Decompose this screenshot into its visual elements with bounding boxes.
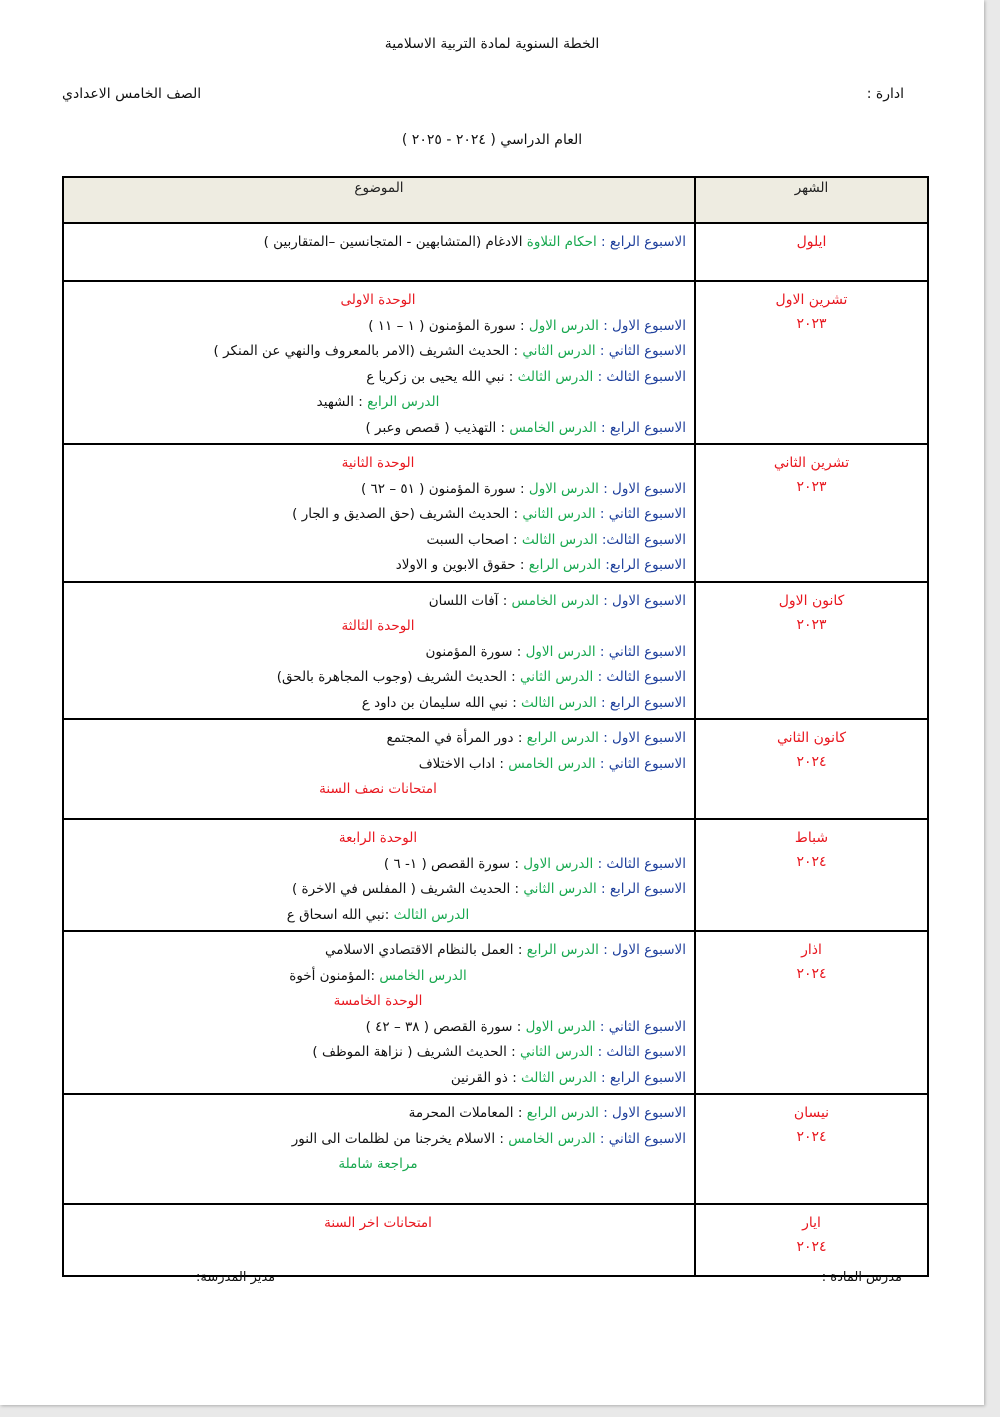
week-label: الاسبوع الاول : — [598, 942, 686, 958]
month-cell — [695, 1204, 928, 1276]
month-name: نيسان — [793, 1105, 830, 1121]
lesson-text: : سورة المؤمنون ( ٥١ – ٦٢ ) — [360, 480, 529, 497]
lesson-label: الدرس الرابع — [526, 1105, 599, 1121]
lesson-label: الدرس الخامس — [508, 755, 596, 772]
topic-line — [70, 1040, 686, 1066]
topic-lines — [64, 1095, 694, 1180]
lesson-label: الدرس الثاني — [522, 506, 596, 522]
unit-heading: الوحدة الخامسة — [333, 993, 423, 1009]
lesson-text: : سورة القصص ( ١- ٦ ) — [383, 855, 524, 872]
administration-label: ادارة : — [866, 86, 904, 102]
month-cell — [695, 819, 928, 931]
lesson-text: الادغام (المتشابهين - المتجانسين –المتقاربين ) — [263, 234, 523, 250]
table-row — [63, 281, 928, 444]
month-name: كانون الاول — [778, 592, 845, 609]
month-cell — [695, 223, 928, 281]
unit-heading: الوحدة الاولى — [340, 292, 416, 308]
topic-line — [70, 640, 686, 666]
month-cell — [695, 931, 928, 1094]
lesson-label: احكام التلاوة — [522, 234, 597, 250]
lesson-label: الدرس الرابع — [367, 394, 440, 410]
topic-cell — [63, 223, 695, 281]
lesson-text: :نبي الله اسحاق ع — [286, 906, 394, 923]
topic-line — [70, 691, 686, 717]
month-year: ٢٠٢٣ — [796, 479, 827, 495]
week-label: الاسبوع الثالث : — [593, 1044, 686, 1060]
table-header-row — [63, 177, 928, 223]
table-row — [63, 582, 928, 720]
lesson-text: : المعاملات المحرمة — [408, 1105, 527, 1121]
topic-line — [70, 477, 686, 503]
week-label: الاسبوع الرابع : — [596, 419, 686, 436]
lesson-text: : الحديث الشريف ( المفلس في الاخرة ) — [292, 881, 524, 897]
week-label: الاسبوع الثالث : — [593, 855, 686, 872]
topic-line — [70, 852, 686, 878]
lesson-text: : الحديث الشريف ( نزاهة الموظف ) — [312, 1044, 520, 1060]
topic-line — [70, 1211, 686, 1237]
lesson-text: :المؤمنون أخوة — [289, 967, 380, 984]
page-title: الخطة السنوية لمادة التربية الاسلامية — [384, 36, 600, 52]
topic-line — [70, 877, 686, 903]
month-label — [696, 224, 927, 254]
topic-line — [70, 288, 686, 314]
month-name: ايار — [802, 1215, 821, 1231]
month-year: ٢٠٢٤ — [796, 1239, 827, 1255]
week-label: الاسبوع الاول : — [598, 730, 686, 746]
topic-column-header: الموضوع — [63, 177, 695, 223]
week-label: الاسبوع الرابع : — [596, 881, 686, 897]
lesson-text: : دور المرأة في المجتمع — [386, 730, 527, 746]
topic-line — [70, 1015, 686, 1041]
topic-line — [70, 614, 686, 640]
table-row — [63, 444, 928, 582]
month-label — [696, 583, 927, 637]
lesson-label: الدرس الاول — [525, 643, 596, 660]
topic-line — [70, 339, 686, 365]
annual-plan-table — [62, 176, 929, 1277]
week-label: الاسبوع الثاني : — [595, 343, 686, 359]
table-row — [63, 1094, 928, 1204]
topic-cell — [63, 281, 695, 444]
month-year: ٢٠٢٤ — [796, 854, 827, 870]
month-cell — [695, 719, 928, 819]
topic-line — [70, 365, 686, 391]
lesson-label: الدرس الرابع — [528, 557, 601, 573]
topic-line — [70, 553, 686, 579]
month-label — [696, 445, 927, 499]
week-label: الاسبوع الثالث : — [593, 669, 686, 685]
month-label — [696, 282, 927, 336]
table-row — [63, 719, 928, 819]
lesson-label: الدرس الاول — [525, 1018, 596, 1035]
week-label: الاسبوع الثاني : — [595, 1130, 686, 1147]
week-label: الاسبوع الثالث: — [597, 531, 686, 548]
topic-line — [70, 589, 686, 615]
month-name: تشرين الاول — [775, 292, 848, 308]
lesson-label: الدرس الرابع — [526, 942, 599, 958]
topic-cell — [63, 1094, 695, 1204]
week-label: الاسبوع الرابع : — [596, 1069, 686, 1086]
table-row — [63, 819, 928, 931]
lesson-text: : حقوق الابوين و الاولاد — [395, 557, 529, 573]
topic-lines — [64, 820, 694, 930]
lesson-label: الدرس الثالث — [393, 906, 470, 923]
lesson-label: الدرس الاول — [528, 317, 599, 334]
lesson-text: : الحديث الشريف (وجوب المجاهرة بالحق) — [276, 669, 520, 685]
topic-line — [70, 314, 686, 340]
lesson-text: : نبي الله يحيى بن زكريا ع — [366, 368, 518, 385]
topic-line — [70, 502, 686, 528]
academic-year: العام الدراسي ( ٢٠٢٤ - ٢٠٢٥ ) — [401, 132, 583, 148]
lesson-label: الدرس الخامس — [509, 419, 597, 436]
topic-line — [70, 1127, 686, 1153]
lesson-text: : سورة المؤمنون ( ١ – ١١ ) — [368, 317, 529, 334]
month-year: ٢٠٢٣ — [796, 316, 827, 332]
unit-heading: الوحدة الثالثة — [341, 618, 415, 634]
month-name: ايلول — [796, 234, 827, 250]
month-label — [696, 932, 927, 986]
topic-line — [70, 528, 686, 554]
week-label: الاسبوع الثالث : — [593, 368, 686, 385]
lesson-text: : سورة المؤمنون — [425, 643, 526, 660]
week-label: الاسبوع الثاني : — [595, 1018, 686, 1035]
month-name: تشرين الثاني — [773, 455, 850, 471]
month-name: كانون الثاني — [776, 730, 846, 746]
topic-line — [70, 416, 686, 442]
week-label: الاسبوع الرابع : — [596, 234, 686, 250]
lesson-label: الدرس الثالث — [521, 531, 598, 548]
table-row — [63, 223, 928, 281]
topic-lines — [64, 583, 694, 719]
unit-heading: الوحدة الرابعة — [338, 830, 418, 846]
table-body — [63, 223, 928, 1276]
month-name: شباط — [794, 830, 829, 846]
lesson-text: : سورة القصص ( ٣٨ – ٤٢ ) — [365, 1018, 526, 1035]
lesson-label: الدرس الرابع — [526, 730, 599, 746]
topic-lines — [64, 445, 694, 581]
week-label: الاسبوع الرابع : — [596, 694, 686, 711]
grade-label: الصف الخامس الاعدادي — [62, 86, 202, 102]
topic-line — [70, 752, 686, 778]
topic-cell — [63, 582, 695, 720]
unit-heading: امتحانات نصف السنة — [319, 781, 437, 797]
lesson-text: : الحديث الشريف (حق الصديق و الجار ) — [292, 506, 523, 522]
lesson-label: الدرس الخامس — [379, 967, 467, 984]
month-cell — [695, 444, 928, 582]
week-label: الاسبوع الرابع: — [600, 557, 686, 573]
month-name: اذار — [801, 942, 822, 958]
table-row — [63, 931, 928, 1094]
lesson-label: الدرس الثاني — [523, 881, 597, 897]
topic-lines — [64, 282, 694, 443]
lesson-text: : الاسلام يخرجنا من لظلمات الى النور — [291, 1130, 509, 1147]
topic-line — [70, 964, 686, 990]
topic-lines — [64, 224, 694, 258]
topic-line — [70, 777, 686, 803]
topic-cell — [63, 444, 695, 582]
lesson-label: الدرس الثاني — [519, 669, 594, 685]
topic-line — [70, 903, 686, 929]
topic-lines — [64, 720, 694, 805]
topic-line — [70, 1066, 686, 1092]
month-year: ٢٠٢٣ — [796, 616, 827, 633]
week-label: الاسبوع الاول : — [598, 480, 686, 497]
lesson-label: الدرس الخامس — [511, 592, 599, 609]
topic-line — [70, 826, 686, 852]
unit-heading: امتحانات اخر السنة — [324, 1215, 432, 1231]
topic-line — [70, 390, 686, 416]
lesson-label: الدرس الثالث — [517, 368, 594, 385]
topic-line — [70, 451, 686, 477]
topic-line — [70, 989, 686, 1015]
lesson-text: : نبي الله سليمان بن داود ع — [361, 694, 522, 711]
week-label: الاسبوع الثاني : — [595, 755, 686, 772]
lesson-label: الدرس الاول — [528, 480, 599, 497]
lesson-label: مراجعة شاملة — [338, 1156, 418, 1172]
lesson-text: : التهذيب ( قصص وعبر ) — [365, 419, 510, 436]
week-label: الاسبوع الاول : — [598, 592, 686, 609]
lesson-label: الدرس الخامس — [508, 1130, 596, 1147]
topic-line — [70, 230, 686, 256]
lesson-text: : اصحاب السبت — [426, 531, 522, 548]
school-principal-signature: مدير المدرسة: — [196, 1270, 276, 1285]
month-column-header: الشهر — [695, 177, 928, 223]
week-label: الاسبوع الثاني : — [595, 506, 686, 522]
lesson-text: : الحديث الشريف (الامر بالمعروف والنهي عن المنكر ) — [213, 343, 523, 359]
topic-cell — [63, 719, 695, 819]
lesson-label: الدرس الثالث — [521, 1069, 597, 1086]
month-cell — [695, 1094, 928, 1204]
month-label — [696, 820, 927, 874]
table-row — [63, 1204, 928, 1276]
topic-lines — [64, 932, 694, 1093]
lesson-text: : الشهيد — [316, 394, 368, 410]
week-label: الاسبوع الثاني : — [595, 643, 686, 660]
topic-line — [70, 938, 686, 964]
lesson-label: الدرس الثالث — [521, 694, 597, 711]
lesson-text: : اداب الاختلاف — [418, 755, 509, 772]
topic-line — [70, 1101, 686, 1127]
month-year: ٢٠٢٤ — [796, 1129, 827, 1145]
topic-cell — [63, 931, 695, 1094]
month-label — [696, 1205, 927, 1259]
topic-lines — [64, 1205, 694, 1239]
month-label — [696, 720, 927, 774]
month-cell — [695, 582, 928, 720]
month-cell — [695, 281, 928, 444]
lesson-text: : آفات اللسان — [428, 592, 512, 609]
topic-line — [70, 665, 686, 691]
topic-line — [70, 1152, 686, 1178]
month-label — [696, 1095, 927, 1149]
topic-line — [70, 726, 686, 752]
subject-teacher-signature: مدرس المادة : — [821, 1270, 902, 1285]
week-label: الاسبوع الاول : — [598, 1105, 686, 1121]
week-label: الاسبوع الاول : — [598, 317, 686, 334]
topic-cell — [63, 1204, 695, 1276]
lesson-label: الدرس الثاني — [519, 1044, 594, 1060]
month-year: ٢٠٢٤ — [796, 966, 827, 982]
lesson-text: : ذو القرنين — [450, 1069, 522, 1086]
lesson-label: الدرس الاول — [523, 855, 594, 872]
month-year: ٢٠٢٤ — [796, 754, 827, 770]
lesson-text: : العمل بالنظام الاقتصادي الاسلامي — [324, 942, 527, 958]
topic-cell — [63, 819, 695, 931]
unit-heading: الوحدة الثانية — [341, 455, 415, 471]
lesson-label: الدرس الثاني — [522, 343, 596, 359]
